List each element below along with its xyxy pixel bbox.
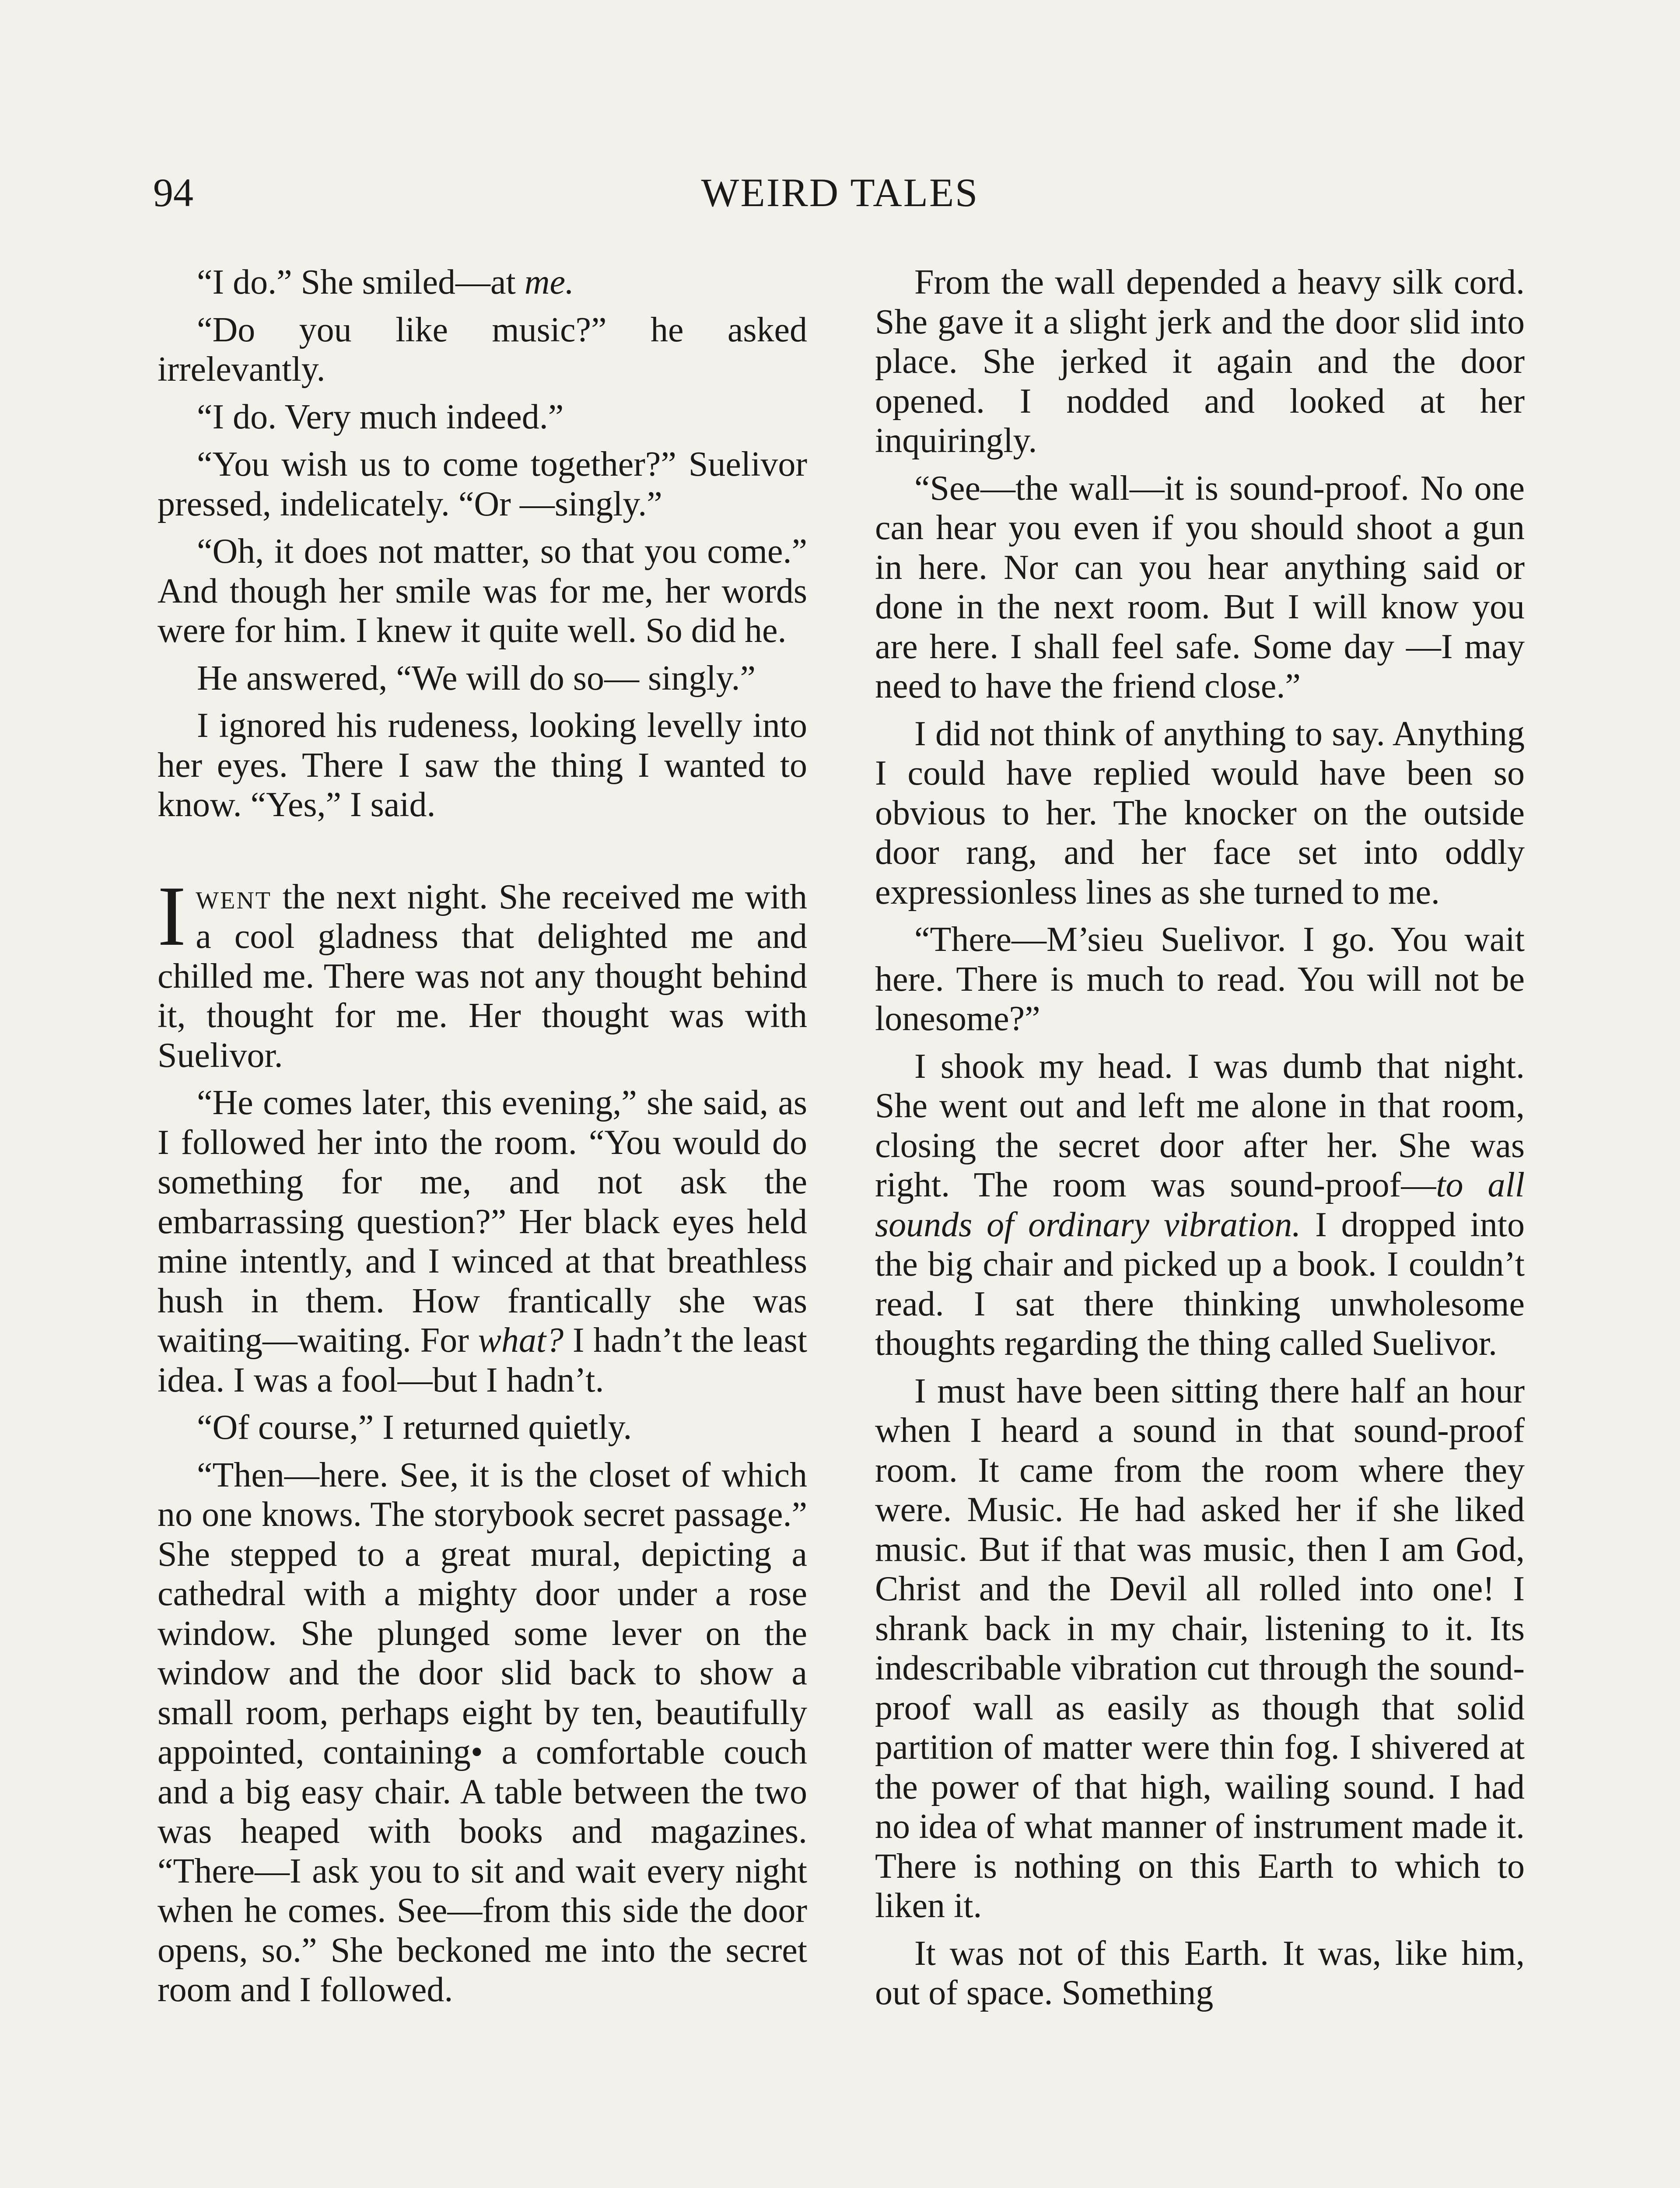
paragraph: I must have been sitting there half an hour when I heard a sound in that sound-proof room. It came from the room where they were. Music. He had asked her if she liked music. But if that was music, then I am God, Christ and the Devil all rolled into one! I shrank back in my chair, listening to it. Its indescribable vibration cut through the sound-proof wall as easily as though that solid partition of matter were thin fog. I shivered at the power of that high, wailing sound. I had no idea of what manner of instrument made it. There is nothing on this Earth to which to liken it. [875,1371,1525,1925]
paragraph-section-start: Iwent the next night. She received me with a cool gladness that delighted me and chilled me. There was not any thought behind it, thought for me. Her thought was with Suelivor. [158,868,807,1075]
text-column-right [875,263,1525,2021]
paragraph: It was not of this Earth. It was, like him, out of space. Something [875,1934,1525,2012]
emphasis: what? [478,1321,564,1360]
paragraph: “Then—here. See, it is the closet of which no one knows. The storybook secret passage.” She stepped to a great mural, depicting a cathedral with a mighty door under a rose window. She plunged some lever on the window and the door slid back to show a small room, perhaps eight by ten, beautifully appointed, containing• a comfortable couch and a big easy chair. A table between the two was heaped with books and magazines. “There—I ask you to sit and wait every night when he comes. See—from this side the door opens, so.” She beckoned me into the secret room and I followed. [158,1455,807,2009]
paragraph: “I do.” She smiled—at me. [197,263,574,302]
page-header [153,166,1527,219]
paragraph: “Of course,” I returned quietly. [197,1408,632,1447]
paragraph: “Oh, it does not matter, so that you come.” And though her smile was for me, her words were for him. I knew it quite well. So did he. [158,532,807,650]
paragraph: “You wish us to come together?” Suelivor pressed, indelicately. “Or —singly.” [158,445,807,523]
paragraph: “Do you like music?” he asked irrelevantly. [158,310,807,389]
small-caps-lead: went [196,877,272,916]
drop-cap: I [158,868,186,964]
emphasis: to all sounds of ordinary vibration. [875,1166,1525,1244]
paragraph: “See—the wall—it is sound-proof. No one can hear you even if you should shoot a gun in here. Nor can you hear anything said or done in the next room. But I will know you are here. I shall feel safe. Some day —I may need to have the friend close.” [875,469,1525,705]
paragraph: “There—M’sieu Suelivor. I go. You wait here. There is much to read. You will not be lonesome?” [875,920,1525,1038]
paragraph: I did not think of anything to say. Anything I could have replied would have been so obvious to her. The knocker on the outside door rang, and her face set into oddly expressionless lines as she turned to me. [875,714,1525,912]
emphasis: me. [524,263,574,302]
running-head: WEIRD TALES [701,170,979,215]
paragraph: “He comes later, this evening,” she said, as I followed her into the room. “You would do something for me, and not ask the embarrassing question?” Her black eyes held mine intently, and I winced at that breathless hush in them. How frantically she was waiting—waiting. For what? I hadn’t the least idea. I was a fool—but I hadn’t. [158,1083,808,1399]
paragraph: I ignored his rudeness, looking levelly into her eyes. There I saw the thing I wanted to know. “Yes,” I said. [158,706,807,824]
paragraph: “I do. Very much indeed.” [197,397,564,436]
page-number: 94 [153,170,193,215]
paragraph: I shook my head. I was dumb that night. She went out and left me alone in that room, closing the secret door after her. She was right. The room was sound-proof—to all sounds of ordinary vibration. I dropped into the big chair and picked up a book. I couldn’t read. I sat there thinking unwholesome thoughts regarding the thing called Suelivor. [875,1047,1525,1363]
text-column-left [158,263,807,2018]
paragraph: From the wall depended a heavy silk cord. She gave it a slight jerk and the door slid into place. She jerked it again and the door opened. I nodded and looked at her inquiringly. [875,263,1525,460]
paragraph: He answered, “We will do so— singly.” [197,659,756,698]
